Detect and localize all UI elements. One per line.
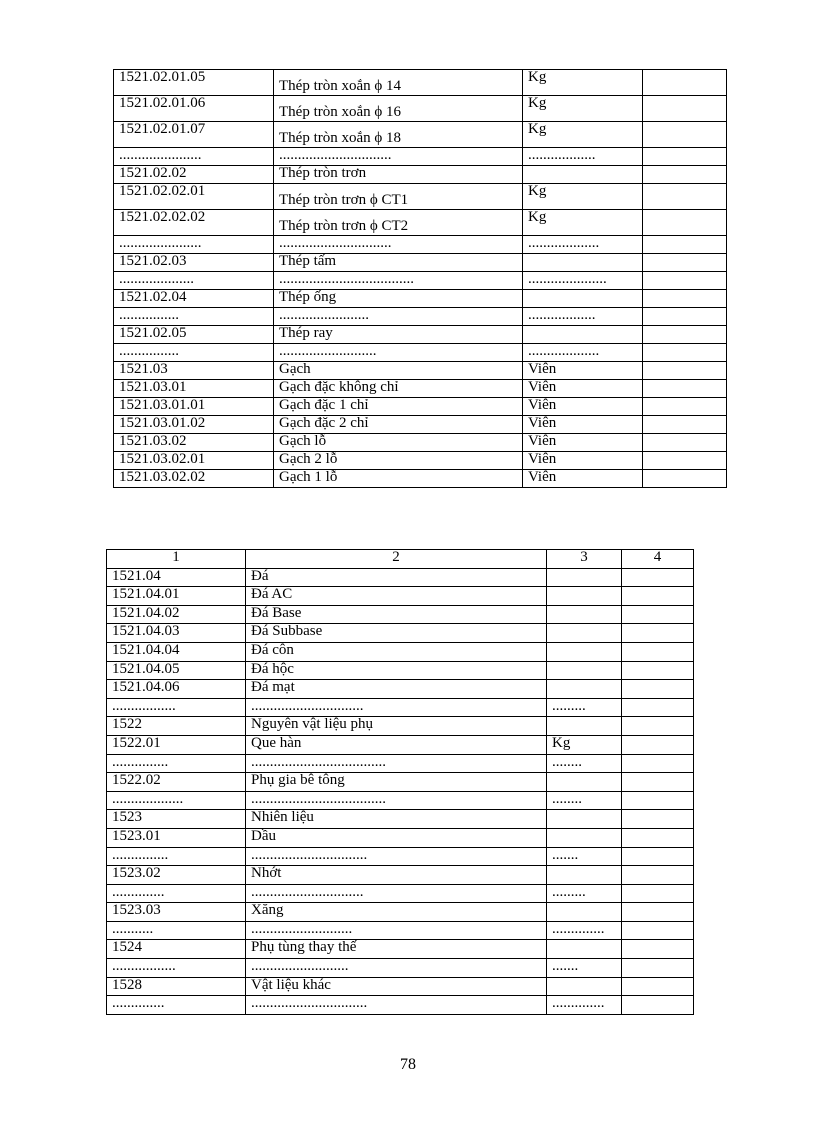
table-row <box>107 680 694 699</box>
unit-cell: Viên <box>523 398 643 416</box>
extra-cell <box>643 452 727 470</box>
name-cell: Nhớt <box>246 866 547 885</box>
code-cell: 1521.03.01.02 <box>114 416 274 434</box>
table-row <box>107 996 694 1015</box>
extra-cell <box>622 717 694 736</box>
code-cell: 1521.03.01 <box>114 380 274 398</box>
name-cell: Thép tròn xoắn ϕ 18 <box>274 122 523 148</box>
code-cell: 1521.02.01.06 <box>114 96 274 122</box>
name-cell: Gạch lỗ <box>274 434 523 452</box>
name-cell: Gạch 2 lỗ <box>274 452 523 470</box>
table-row <box>107 698 694 717</box>
header-cell-2: 2 <box>246 550 547 569</box>
name-cell: Thép ray <box>274 326 523 344</box>
extra-cell <box>622 661 694 680</box>
extra-cell <box>643 236 727 254</box>
extra-cell <box>643 398 727 416</box>
unit-cell <box>523 290 643 308</box>
name-cell: Gạch đặc không chỉ <box>274 380 523 398</box>
unit-cell: Kg <box>523 210 643 236</box>
table-row <box>107 661 694 680</box>
name-cell: ........................... <box>246 921 547 940</box>
table-row <box>114 254 727 272</box>
table-row <box>114 122 727 148</box>
unit-cell: ................... <box>523 344 643 362</box>
code-cell: 1523.02 <box>107 866 246 885</box>
table-row <box>114 470 727 488</box>
extra-cell <box>622 735 694 754</box>
unit-cell <box>547 717 622 736</box>
table-row <box>107 884 694 903</box>
code-cell: ........... <box>107 921 246 940</box>
unit-cell: ..................... <box>523 272 643 290</box>
extra-cell <box>622 810 694 829</box>
name-cell: Đá <box>246 568 547 587</box>
name-cell: Gạch đặc 1 chỉ <box>274 398 523 416</box>
code-cell: 1521.02.02 <box>114 166 274 184</box>
code-cell: ................ <box>114 308 274 326</box>
extra-cell <box>622 996 694 1015</box>
extra-cell <box>643 326 727 344</box>
extra-cell <box>622 773 694 792</box>
unit-cell <box>547 773 622 792</box>
code-cell: 1521.04.06 <box>107 680 246 699</box>
code-cell: 1523 <box>107 810 246 829</box>
extra-cell <box>643 70 727 96</box>
table-row <box>114 398 727 416</box>
name-cell: Thép tròn xoắn ϕ 16 <box>274 96 523 122</box>
code-cell: 1521.02.02.02 <box>114 210 274 236</box>
unit-cell: Viên <box>523 362 643 380</box>
code-cell: ...................... <box>114 148 274 166</box>
table-row <box>114 210 727 236</box>
code-cell: .................... <box>114 272 274 290</box>
code-cell: 1524 <box>107 940 246 959</box>
code-cell: 1521.02.02.01 <box>114 184 274 210</box>
unit-cell <box>547 661 622 680</box>
code-cell: 1523.03 <box>107 903 246 922</box>
name-cell: .................................... <box>274 272 523 290</box>
unit-cell: Viên <box>523 380 643 398</box>
name-cell: Đá Subbase <box>246 624 547 643</box>
extra-cell <box>622 921 694 940</box>
table-row <box>114 184 727 210</box>
name-cell: .......................... <box>274 344 523 362</box>
code-cell: .............. <box>107 996 246 1015</box>
name-cell: .......................... <box>246 959 547 978</box>
extra-cell <box>622 959 694 978</box>
table-row <box>107 717 694 736</box>
extra-cell <box>622 642 694 661</box>
unit-cell: ....... <box>547 959 622 978</box>
name-cell: Dầu <box>246 828 547 847</box>
unit-cell: ........ <box>547 754 622 773</box>
name-cell: Vật liệu khác <box>246 977 547 996</box>
name-cell: Nhiên liệu <box>246 810 547 829</box>
name-cell: Gạch 1 lỗ <box>274 470 523 488</box>
name-cell: Nguyên vật liệu phụ <box>246 717 547 736</box>
unit-cell: Kg <box>523 122 643 148</box>
code-cell: 1522 <box>107 717 246 736</box>
name-cell: .................................... <box>246 754 547 773</box>
extra-cell <box>622 866 694 885</box>
unit-cell: ........ <box>547 791 622 810</box>
unit-cell: ......... <box>547 884 622 903</box>
table-row <box>107 903 694 922</box>
unit-cell: Kg <box>547 735 622 754</box>
table-row <box>107 735 694 754</box>
extra-cell <box>643 254 727 272</box>
code-cell: ................. <box>107 959 246 978</box>
code-cell: ................... <box>107 791 246 810</box>
unit-cell <box>523 254 643 272</box>
code-cell: ............... <box>107 847 246 866</box>
name-cell: Thép tròn trơn <box>274 166 523 184</box>
name-cell: ............................... <box>246 847 547 866</box>
material-code-table-top <box>113 69 727 488</box>
code-cell: ................ <box>114 344 274 362</box>
extra-cell <box>643 210 727 236</box>
extra-cell <box>643 272 727 290</box>
name-cell: Đá côn <box>246 642 547 661</box>
code-cell: 1521.02.05 <box>114 326 274 344</box>
unit-cell <box>547 940 622 959</box>
unit-cell: Viên <box>523 434 643 452</box>
code-cell: 1521.03.02 <box>114 434 274 452</box>
unit-cell: .................. <box>523 308 643 326</box>
extra-cell <box>622 903 694 922</box>
extra-cell <box>643 308 727 326</box>
extra-cell <box>643 470 727 488</box>
name-cell: .............................. <box>274 148 523 166</box>
table-row <box>114 326 727 344</box>
extra-cell <box>643 380 727 398</box>
table-row <box>107 977 694 996</box>
code-cell: 1521.02.03 <box>114 254 274 272</box>
extra-cell <box>622 754 694 773</box>
code-cell: ................. <box>107 698 246 717</box>
extra-cell <box>622 977 694 996</box>
extra-cell <box>643 122 727 148</box>
extra-cell <box>643 434 727 452</box>
extra-cell <box>643 148 727 166</box>
code-cell: 1523.01 <box>107 828 246 847</box>
code-cell: 1521.04.04 <box>107 642 246 661</box>
table-row <box>114 380 727 398</box>
material-code-table-bottom <box>106 549 694 1015</box>
name-cell: Gạch đặc 2 chỉ <box>274 416 523 434</box>
code-cell: 1521.03.02.01 <box>114 452 274 470</box>
unit-cell <box>523 166 643 184</box>
code-cell: ............... <box>107 754 246 773</box>
unit-cell: Viên <box>523 470 643 488</box>
extra-cell <box>643 184 727 210</box>
name-cell: .............................. <box>246 698 547 717</box>
extra-cell <box>622 624 694 643</box>
name-cell: Đá mạt <box>246 680 547 699</box>
unit-cell <box>547 605 622 624</box>
unit-cell <box>547 977 622 996</box>
table-row <box>114 166 727 184</box>
name-cell: .............................. <box>274 236 523 254</box>
unit-cell: .............. <box>547 996 622 1015</box>
table-row <box>107 847 694 866</box>
code-cell: 1522.02 <box>107 773 246 792</box>
table-row <box>107 866 694 885</box>
extra-cell <box>643 362 727 380</box>
code-cell: 1521.02.01.05 <box>114 70 274 96</box>
code-cell: 1521.04.01 <box>107 587 246 606</box>
name-cell: Que hàn <box>246 735 547 754</box>
extra-cell <box>622 680 694 699</box>
extra-cell <box>622 828 694 847</box>
table-row <box>107 791 694 810</box>
table-row <box>107 754 694 773</box>
unit-cell: Kg <box>523 96 643 122</box>
unit-cell <box>547 810 622 829</box>
unit-cell <box>547 568 622 587</box>
name-cell: Thép tấm <box>274 254 523 272</box>
unit-cell <box>547 587 622 606</box>
table-row <box>114 272 727 290</box>
table-row <box>114 362 727 380</box>
header-cell-3: 3 <box>547 550 622 569</box>
table-row <box>107 810 694 829</box>
code-cell: 1528 <box>107 977 246 996</box>
extra-cell <box>622 568 694 587</box>
name-cell: Phụ tùng thay thế <box>246 940 547 959</box>
unit-cell: .................. <box>523 148 643 166</box>
table-row <box>107 568 694 587</box>
unit-cell: Kg <box>523 184 643 210</box>
code-cell: 1521.03.02.02 <box>114 470 274 488</box>
table-row <box>114 290 727 308</box>
unit-cell <box>547 624 622 643</box>
code-cell: 1521.04.02 <box>107 605 246 624</box>
header-cell-1: 1 <box>107 550 246 569</box>
table-row <box>107 959 694 978</box>
table-row <box>114 148 727 166</box>
table-row <box>114 96 727 122</box>
unit-cell <box>547 680 622 699</box>
extra-cell <box>643 344 727 362</box>
name-cell: .................................... <box>246 791 547 810</box>
extra-cell <box>622 698 694 717</box>
extra-cell <box>643 96 727 122</box>
code-cell: 1521.04.05 <box>107 661 246 680</box>
unit-cell <box>547 642 622 661</box>
header-cell-4: 4 <box>622 550 694 569</box>
code-cell: 1521.02.01.07 <box>114 122 274 148</box>
table-row <box>107 921 694 940</box>
table-row <box>107 940 694 959</box>
name-cell: Xăng <box>246 903 547 922</box>
extra-cell <box>622 884 694 903</box>
unit-cell: Viên <box>523 452 643 470</box>
code-cell: .............. <box>107 884 246 903</box>
code-cell: 1522.01 <box>107 735 246 754</box>
table-row <box>107 587 694 606</box>
unit-cell: Viên <box>523 416 643 434</box>
table-row <box>107 828 694 847</box>
unit-cell: ......... <box>547 698 622 717</box>
table-row <box>107 605 694 624</box>
code-cell: 1521.03.01.01 <box>114 398 274 416</box>
name-cell: Đá Base <box>246 605 547 624</box>
table-row <box>114 452 727 470</box>
table-row <box>114 434 727 452</box>
table-row <box>114 308 727 326</box>
table-row <box>107 642 694 661</box>
name-cell: Phụ gia bê tông <box>246 773 547 792</box>
unit-cell: Kg <box>523 70 643 96</box>
code-cell: 1521.03 <box>114 362 274 380</box>
table-row <box>114 70 727 96</box>
extra-cell <box>643 166 727 184</box>
name-cell: Thép tròn xoắn ϕ 14 <box>274 70 523 96</box>
table-row <box>114 236 727 254</box>
name-cell: Thép ống <box>274 290 523 308</box>
code-cell: 1521.02.04 <box>114 290 274 308</box>
name-cell: .............................. <box>246 884 547 903</box>
unit-cell <box>547 866 622 885</box>
table-row <box>114 344 727 362</box>
code-cell: 1521.04.03 <box>107 624 246 643</box>
unit-cell: ................... <box>523 236 643 254</box>
table-row <box>107 624 694 643</box>
unit-cell: ....... <box>547 847 622 866</box>
code-cell: ...................... <box>114 236 274 254</box>
name-cell: Đá AC <box>246 587 547 606</box>
name-cell: Thép tròn trơn ϕ CT1 <box>274 184 523 210</box>
name-cell: Thép tròn trơn ϕ CT2 <box>274 210 523 236</box>
unit-cell <box>523 326 643 344</box>
table-header-row <box>107 550 694 569</box>
name-cell: ............................... <box>246 996 547 1015</box>
extra-cell <box>643 416 727 434</box>
name-cell: Đá hộc <box>246 661 547 680</box>
code-cell: 1521.04 <box>107 568 246 587</box>
name-cell: Gạch <box>274 362 523 380</box>
name-cell: ........................ <box>274 308 523 326</box>
extra-cell <box>622 587 694 606</box>
extra-cell <box>622 847 694 866</box>
extra-cell <box>622 605 694 624</box>
unit-cell: .............. <box>547 921 622 940</box>
extra-cell <box>643 290 727 308</box>
page-number: 78 <box>400 1056 416 1073</box>
table-row <box>107 773 694 792</box>
extra-cell <box>622 791 694 810</box>
unit-cell <box>547 828 622 847</box>
unit-cell <box>547 903 622 922</box>
extra-cell <box>622 940 694 959</box>
table-row <box>114 416 727 434</box>
